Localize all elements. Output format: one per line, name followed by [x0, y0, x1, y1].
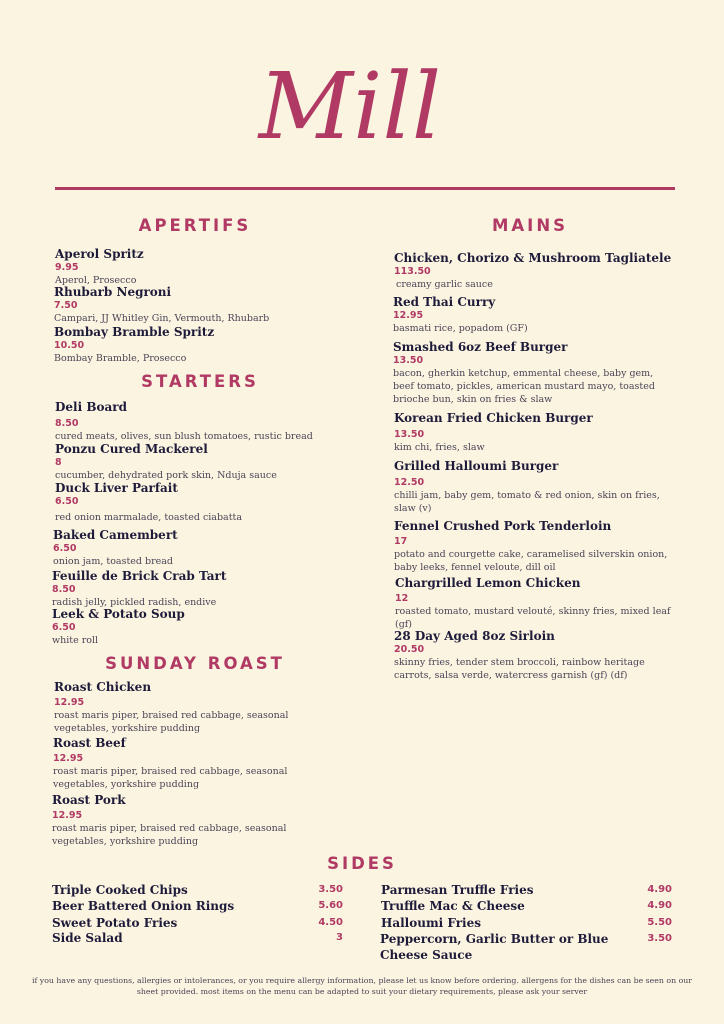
item-name: Rhubarb Negroni	[54, 285, 172, 299]
menu-item	[394, 459, 676, 515]
side-item-price: 3.50	[318, 884, 343, 895]
item-price: 13.50	[394, 429, 425, 440]
item-price: 13.50	[393, 355, 424, 366]
item-price: 12	[395, 593, 409, 604]
menu-item	[52, 793, 312, 848]
item-desc: red onion marmalade, toasted ciabatta	[55, 512, 243, 523]
menu-item	[55, 442, 355, 482]
menu-item	[54, 285, 354, 325]
item-price: 8.50	[55, 418, 79, 429]
menu-item	[54, 325, 354, 365]
item-desc: roasted tomato, mustard velouté, skinny fries, mixed leaf (gf)	[395, 606, 671, 630]
section-title-sides: SIDES	[327, 854, 397, 873]
menu-item	[394, 251, 684, 291]
item-name: Chicken, Chorizo & Mushroom Tagliatele	[394, 251, 672, 265]
item-price: 9.95	[55, 262, 79, 273]
item-price: 12.95	[52, 810, 83, 821]
side-item-name: Peppercorn, Garlic Butter or Blue Cheese Sauce	[380, 932, 609, 962]
item-name: Roast Beef	[53, 736, 126, 750]
side-item-name: Side Salad	[52, 931, 123, 945]
item-name: Feuille de Brick Crab Tart	[52, 569, 227, 583]
mill-logo	[0, 38, 724, 168]
side-item-name: Halloumi Fries	[381, 916, 481, 930]
item-name: Chargrilled Lemon Chicken	[395, 576, 581, 590]
item-price: 8.50	[52, 584, 76, 595]
item-desc: white roll	[52, 635, 99, 646]
section-title-mains: MAINS	[491, 216, 569, 235]
item-desc: roast maris piper, braised red cabbage, seasonal vegetables, yorkshire pudding	[54, 710, 289, 734]
side-item-price: 4.50	[318, 917, 343, 928]
item-name: Fennel Crushed Pork Tenderloin	[394, 519, 612, 533]
menu-item	[395, 576, 685, 631]
side-item-name: Parmesan Truffle Fries	[381, 883, 534, 897]
header-divider	[55, 187, 675, 190]
item-desc: bacon, gherkin ketchup, emmental cheese, baby gem, beef tomato, pickles, american mustard mayo, toasted brioche bun, skin on fries & slaw	[393, 368, 655, 405]
menu-item	[394, 411, 684, 454]
item-name: Korean Fried Chicken Burger	[394, 411, 593, 425]
menu-item	[53, 528, 353, 568]
item-desc: roast maris piper, braised red cabbage, seasonal vegetables, yorkshire pudding	[53, 766, 288, 790]
item-price: 6.50	[53, 543, 77, 554]
side-item-name: Sweet Potato Fries	[52, 916, 178, 930]
item-name: Roast Chicken	[54, 680, 152, 694]
item-name: Aperol Spritz	[55, 247, 144, 261]
allergy-notice: if you have any questions, allergies or intolerances, or you require allergy information, please let us know before ordering. allergens for the dishes can be seen on our sheet provided. most items on the menu can be adapted to suit your dietary requirements, please ask your server	[31, 976, 693, 996]
item-name: Deli Board	[55, 400, 127, 414]
item-name: Red Thai Curry	[393, 295, 496, 309]
item-desc: chilli jam, baby gem, tomato & red onion, skin on fries, slaw (v)	[394, 490, 660, 514]
menu-item	[52, 607, 352, 647]
item-price: 12.95	[54, 697, 85, 708]
item-price: 6.50	[52, 622, 76, 633]
menu-item	[394, 519, 684, 574]
menu-item	[55, 481, 355, 524]
item-desc: skinny fries, tender stem broccoli, rainbow heritage carrots, salsa verde, watercress garnish (gf) (df)	[394, 657, 645, 681]
item-name: Bombay Bramble Spritz	[54, 325, 215, 339]
side-item-price: 3	[336, 932, 343, 943]
item-name: Duck Liver Parfait	[55, 481, 178, 495]
side-item-price: 4.90	[647, 900, 672, 911]
item-desc: basmati rice, popadom (GF)	[393, 323, 528, 334]
item-desc: cured meats, olives, sun blush tomatoes, rustic bread	[55, 431, 313, 442]
item-desc: potato and courgette cake, caramelised silverskin onion, baby leeks, fennel veloute, dill oil	[394, 549, 668, 573]
item-price: 7.50	[54, 300, 78, 311]
item-name: 28 Day Aged 8oz Sirloin	[394, 629, 555, 643]
section-title-sunday-roast: SUNDAY ROAST	[105, 654, 285, 673]
item-price: 10.50	[54, 340, 85, 351]
item-desc: onion jam, toasted bread	[53, 556, 173, 567]
menu-item	[52, 569, 352, 609]
side-item-price: 4.90	[647, 884, 672, 895]
side-item-name: Triple Cooked Chips	[52, 883, 188, 897]
item-price: 8	[55, 457, 62, 468]
item-desc: roast maris piper, braised red cabbage, seasonal vegetables, yorkshire pudding	[52, 823, 287, 847]
item-desc: cucumber, dehydrated pork skin, Nduja sauce	[55, 470, 277, 481]
menu-item	[55, 400, 355, 443]
item-price: 12.95	[393, 310, 424, 321]
item-name: Ponzu Cured Mackerel	[55, 442, 208, 456]
item-name: Roast Pork	[52, 793, 126, 807]
menu-item	[53, 736, 313, 791]
side-item-name: Beer Battered Onion Rings	[52, 899, 235, 913]
item-desc: radish jelly, pickled radish, endive	[52, 597, 217, 608]
side-item-name: Truffle Mac & Cheese	[381, 899, 525, 913]
item-name: Leek & Potato Soup	[52, 607, 185, 621]
item-desc: Campari, JJ Whitley Gin, Vermouth, Rhubarb	[54, 313, 270, 324]
item-price: 12.95	[53, 753, 84, 764]
item-price: 12.50	[394, 477, 425, 488]
section-title-aperitifs: APERTIFS	[138, 216, 252, 235]
side-item-price: 5.50	[647, 917, 672, 928]
item-price: 17	[394, 536, 408, 547]
item-desc: Aperol, Prosecco	[55, 275, 137, 286]
item-name: Baked Camembert	[53, 528, 178, 542]
menu-item	[54, 680, 314, 735]
item-desc: Bombay Bramble, Prosecco	[54, 353, 187, 364]
item-price: 20.50	[394, 644, 425, 655]
menu-item	[394, 629, 676, 682]
menu-item	[55, 247, 355, 287]
item-desc: creamy garlic sauce	[396, 279, 493, 290]
side-item-price: 5.60	[318, 900, 343, 911]
item-price: 6.50	[55, 496, 79, 507]
menu-item	[393, 295, 683, 335]
side-item-price: 3.50	[647, 933, 672, 944]
menu-item	[393, 340, 675, 406]
item-name: Grilled Halloumi Burger	[394, 459, 559, 473]
item-name: Smashed 6oz Beef Burger	[393, 340, 568, 354]
section-title-starters: STARTERS	[141, 372, 259, 391]
logo-text: Mill	[258, 53, 442, 160]
item-price: 113.50	[394, 266, 431, 277]
item-desc: kim chi, fries, slaw	[394, 442, 485, 453]
